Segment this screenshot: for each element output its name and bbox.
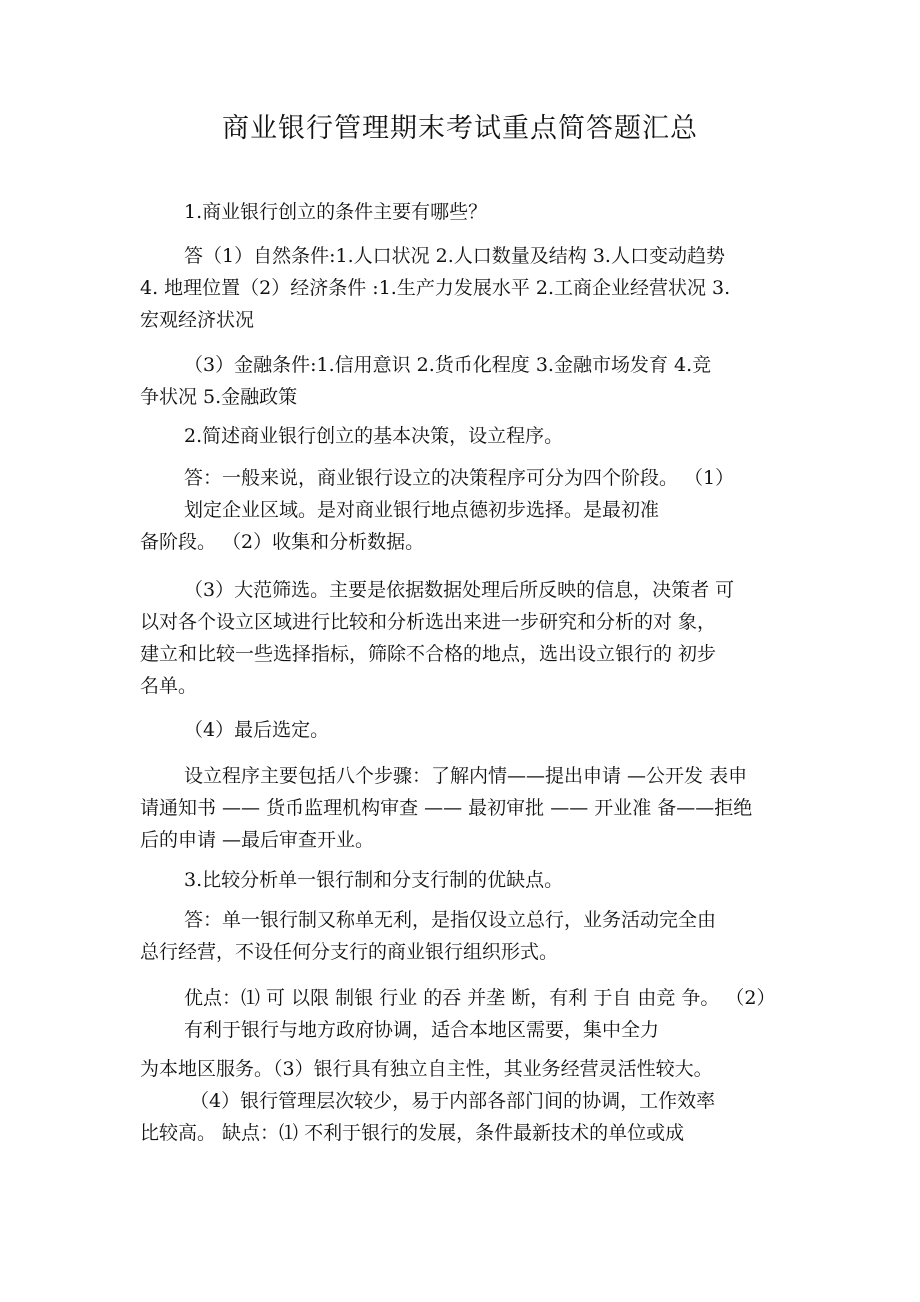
- answer-2-para-1: [140, 462, 806, 558]
- text-line: 总行经营，不设任何分支行的商业银行组织形式。: [140, 941, 559, 963]
- answer-2-para-4: [140, 760, 806, 856]
- text-line: 有利于银行与地方政府协调，适合本地区需要，集中全力: [184, 1019, 660, 1041]
- answer-2-para-3: （4）最后选定。: [184, 719, 330, 741]
- text-line: 以对各个设立区域进行比较和分析选出来进一步研究和分析的对 象，: [140, 611, 717, 633]
- text-line: （4）银行管理层次较少，易于内部各部门间的协调，工作效率: [190, 1090, 716, 1112]
- answer-3-para-2: [140, 982, 806, 1046]
- answer-2-para-2: [140, 574, 806, 702]
- text-line: 后的申请 —最后审查开业。: [140, 829, 375, 851]
- text-line: 划定企业区域。是对商业银行地点德初步选择。是最初准: [184, 499, 660, 521]
- question-3: 3.比较分析单一银行制和分支行制的优缺点。: [184, 869, 564, 891]
- document-title: 商业银行管理期末考试重点简答题汇总: [222, 113, 698, 144]
- text-line: 为本地区服务。（3）银行具有独立自主性，其业务经营灵活性较大。: [140, 1058, 713, 1080]
- text-line: 争状况 5.金融政策: [140, 386, 298, 408]
- text-line: （3）金融条件:1.信用意识 2.货币化程度 3.金融市场发育 4.竞: [184, 354, 712, 376]
- question-2: 2.简述商业银行创立的基本决策，设立程序。: [184, 425, 564, 447]
- answer-3-para-3: [140, 1053, 806, 1149]
- text-line: 建立和比较一些选择指标，筛除不合格的地点，选出设立银行的 初步: [140, 643, 717, 665]
- text-line: 宏观经济状况: [140, 309, 255, 331]
- text-line: 优点：⑴ 可 以限 制银 行业 的吞 并垄 断，有利 于自 由竞 争。 （2）: [184, 987, 776, 1009]
- answer-1-para-1: [140, 240, 806, 336]
- text-line: 答：一般来说，商业银行设立的决策程序可分为四个阶段。 （1）: [184, 467, 735, 489]
- text-line: 请通知书 —— 货币监理机构审查 —— 最初审批 —— 开业准 备——拒绝: [140, 797, 753, 819]
- answer-3-para-1: [140, 904, 806, 968]
- text-line: （3）大范筛选。主要是依据数据处理后所反映的信息，决策者 可: [184, 579, 735, 601]
- text-line: 答（1）自然条件:1.人口状况 2.人口数量及结构 3.人口变动趋势: [184, 245, 725, 267]
- answer-1-para-2: [140, 349, 806, 413]
- text-line: 比较高。 缺点：⑴ 不利于银行的发展，条件最新技术的单位或成: [140, 1122, 685, 1144]
- text-line: 答：单一银行制又称单无利，是指仅设立总行，业务活动完全由: [184, 909, 717, 931]
- text-line: 设立程序主要包括八个步骤：了解内情——提出申请 —公开发 表申: [184, 765, 748, 787]
- text-line: 名单。: [140, 675, 198, 697]
- question-1: 1.商业银行创立的条件主要有哪些？: [184, 201, 488, 223]
- text-line: 4. 地理位置（2）经济条件 :1.生产力发展水平 2.工商企业经营状况 3.: [140, 277, 731, 299]
- text-line: 备阶段。 （2）收集和分析数据。: [140, 531, 425, 553]
